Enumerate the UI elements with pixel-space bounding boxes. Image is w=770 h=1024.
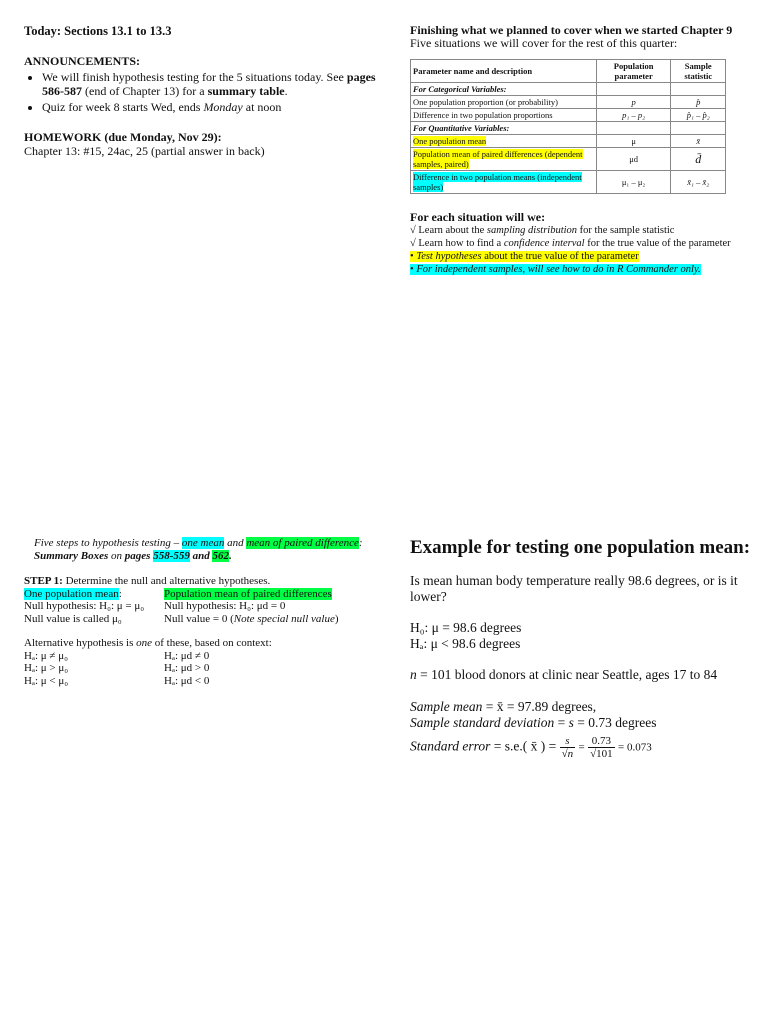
se-text: = s.e.( x̄ ) =: [490, 738, 560, 754]
frac-den: √101: [590, 748, 613, 760]
announcements-heading: ANNOUNCEMENTS:: [24, 54, 141, 68]
alternatives-grid: [24, 650, 369, 688]
frac-den: √n: [561, 748, 574, 760]
categorical-heading: For Categorical Variables:: [411, 83, 597, 96]
stat-symbol: p̂₁ – p̂₂: [671, 109, 726, 122]
table-section-row: [411, 83, 726, 96]
null-value-1: Null value is called μ₀: [24, 612, 122, 625]
announcements-panel: [24, 24, 379, 158]
stat-symbol: p̂: [671, 96, 726, 109]
announcement-text: We will finish hypothesis testing for the 5 situations today. See: [42, 70, 347, 84]
table-row: [411, 96, 726, 109]
each-text: about the true value of the parameter: [481, 251, 639, 262]
each-item: [410, 224, 740, 237]
intro-text: :: [358, 537, 363, 549]
step1-label: STEP 1:: [24, 575, 63, 587]
sd-text: = 0.73 degrees: [573, 715, 657, 730]
n-text: = 101 blood donors at clinic near Seattle, ages 17 to 84: [416, 667, 718, 682]
param-name-highlight: Population mean of paired differences (dependent samples, paired): [413, 149, 583, 169]
nv2-text: ): [334, 612, 339, 625]
intro-text: and: [189, 549, 213, 562]
alt-one: one: [136, 637, 153, 649]
example-panel: [410, 537, 755, 760]
se-label: Standard error: [410, 738, 491, 754]
announcement-text: .: [284, 84, 288, 98]
intro-paired: mean of paired difference: [246, 537, 359, 549]
quantitative-heading: For Quantitative Variables:: [411, 122, 597, 135]
each-emph: sampling distribution: [486, 225, 578, 236]
param-name: Difference in two population proportions: [411, 109, 597, 122]
sd-label: Sample standard deviation: [410, 715, 555, 730]
example-title: Example for testing one population mean:: [410, 537, 751, 558]
param-name: [411, 171, 597, 194]
intro-text: Five steps to hypothesis testing –: [34, 537, 182, 549]
param-name: One population proportion (or probability): [411, 96, 597, 109]
intro-summary-boxes: Summary Boxes: [34, 549, 109, 562]
each-item: [410, 237, 740, 250]
intro-text: on: [108, 549, 125, 562]
intro-pages-range: 558-559: [153, 549, 190, 562]
announcement-day: Monday: [203, 100, 243, 114]
announcement-summary: summary table: [207, 84, 285, 98]
se-fraction-symbolic: [560, 735, 576, 760]
alt-hyp: Hₐ: μd > 0: [164, 662, 210, 674]
col1-head: [24, 588, 164, 601]
frac-num: 0.73: [588, 735, 615, 748]
param-symbol: p: [596, 96, 671, 109]
n-var: n: [410, 667, 417, 682]
step1-text: Determine the null and alternative hypotheses.: [62, 575, 271, 587]
announcements-list: [24, 70, 379, 114]
homework-text: Chapter 13: #15, 24ac, 25 (partial answer in back): [24, 144, 265, 158]
column-header: Sample statistic: [671, 60, 726, 83]
table-section-row: [411, 122, 726, 135]
param-name: [411, 148, 597, 171]
alt-hyp: Hₐ: μ < μ₀: [24, 674, 69, 687]
example-standard-error: Standard error = s.e.( x̄ ) = $\frac{s}{√n}$ = $\frac{0.73}{√101}$ = 0.073: [410, 735, 652, 760]
intro-page-562: 562: [212, 549, 229, 562]
step1: [24, 575, 369, 588]
param-symbol: μd: [596, 148, 671, 171]
five-steps-intro: [34, 537, 369, 562]
each-emph: Test hypotheses: [416, 251, 482, 262]
null-hyp-1: Null hypothesis: H₀: μ = μ₀: [24, 600, 145, 612]
situations-subtitle: Five situations we will cover for the rest of this quarter:: [410, 36, 678, 50]
column-header: Population parameter: [596, 60, 671, 83]
each-emph: confidence interval: [503, 238, 585, 249]
announcement-pages: pages 586-587: [42, 70, 376, 98]
frac-num: s: [560, 735, 576, 748]
table-row: [411, 148, 726, 171]
stat-symbol: x̄: [671, 135, 726, 148]
param-symbol: μ₁ – μ₂: [596, 171, 671, 194]
alt-hyp: Hₐ: μ > μ₀: [24, 662, 69, 674]
announcement-text: at noon: [242, 100, 282, 114]
each-situation-block: [410, 211, 740, 276]
col2-head-text: Population mean of paired differences: [164, 587, 332, 600]
stat-symbol: x̄₁ – x̄₂: [671, 171, 726, 194]
alt-hyp: Hₐ: μd ≠ 0: [164, 649, 210, 662]
col1-head-text: One population mean: [24, 587, 119, 600]
param-name-highlight: One population mean: [413, 136, 487, 146]
example-ha: Hₐ: μ < 98.6 degrees: [410, 636, 521, 651]
nv2-text: Null value = 0 (: [164, 612, 234, 625]
each-text: for the sample statistic: [577, 225, 675, 236]
null-value-2: [164, 613, 364, 626]
alt-text: Alternative hypothesis is: [24, 637, 137, 649]
mean-label: Sample mean: [410, 699, 483, 714]
param-name: [411, 135, 597, 148]
table-header-row: [411, 60, 726, 83]
table-row: [411, 109, 726, 122]
example-h0: H₀: μ = 98.6 degrees: [410, 620, 522, 635]
se-fraction-numeric: [588, 735, 615, 760]
se-result: = 0.073: [618, 741, 652, 754]
announcement-item: [42, 100, 379, 114]
alt-hyp: Hₐ: μd < 0: [164, 674, 210, 687]
col1-colon: :: [118, 587, 122, 600]
stat-symbol: d̄: [671, 148, 726, 171]
col2-head: [164, 588, 364, 601]
intro-text: .: [228, 549, 232, 562]
each-item: • Test hypotheses about the true value of the parameter: [410, 251, 639, 262]
param-symbol: p₁ – p₂: [596, 109, 671, 122]
example-sample-mean: [410, 699, 755, 715]
each-text: √ Learn how to find a: [410, 238, 504, 249]
situations-panel: [410, 24, 740, 276]
each-text: for the true value of the parameter: [584, 238, 731, 249]
mean-text: = x̄ = 97.89 degrees,: [482, 699, 597, 714]
each-emph: For independent samples, will see how to do in R Commander only.: [416, 264, 701, 275]
homework-heading: HOMEWORK (due Monday, Nov 29):: [24, 130, 222, 144]
alt-text: of these, based on context:: [152, 637, 272, 649]
example-sample-sd: [410, 715, 755, 731]
intro-text: and: [224, 537, 247, 549]
sd-eq: =: [554, 715, 569, 730]
null-hyp-2: Null hypothesis: H₀: μd = 0: [164, 600, 286, 612]
announcement-text: Quiz for week 8 starts Wed, ends: [42, 100, 204, 114]
column-header: Parameter name and description: [411, 60, 597, 83]
situations-title: Finishing what we planned to cover when we started Chapter 9: [410, 23, 733, 37]
alt-hyp: Hₐ: μ ≠ μ₀: [24, 649, 68, 662]
table-row: [411, 171, 726, 194]
announcement-text: (end of Chapter 13) for a: [82, 84, 208, 98]
sd-var: s: [568, 715, 574, 730]
each-text: √ Learn about the: [410, 225, 487, 236]
parameters-table: [410, 59, 726, 194]
table-row: [411, 135, 726, 148]
each-heading: For each situation will we:: [410, 210, 546, 224]
hypotheses-grid: [24, 588, 369, 626]
param-name-highlight: Difference in two population means (independent samples): [413, 172, 582, 192]
param-symbol: μ: [596, 135, 671, 148]
intro-pages: pages: [124, 549, 154, 562]
intro-one-mean: one mean: [181, 537, 225, 549]
page-title: Today: Sections 13.1 to 13.3: [24, 24, 172, 38]
each-item: • For independent samples, will see how to do in R Commander only.: [410, 264, 701, 275]
example-n: [410, 667, 755, 683]
five-steps-panel: [24, 537, 369, 687]
announcement-item: [42, 70, 379, 98]
example-question: Is mean human body temperature really 98.6 degrees, or is it lower?: [410, 573, 738, 604]
alternative-heading: [24, 637, 369, 650]
nv2-note: Note special null value: [233, 612, 335, 625]
